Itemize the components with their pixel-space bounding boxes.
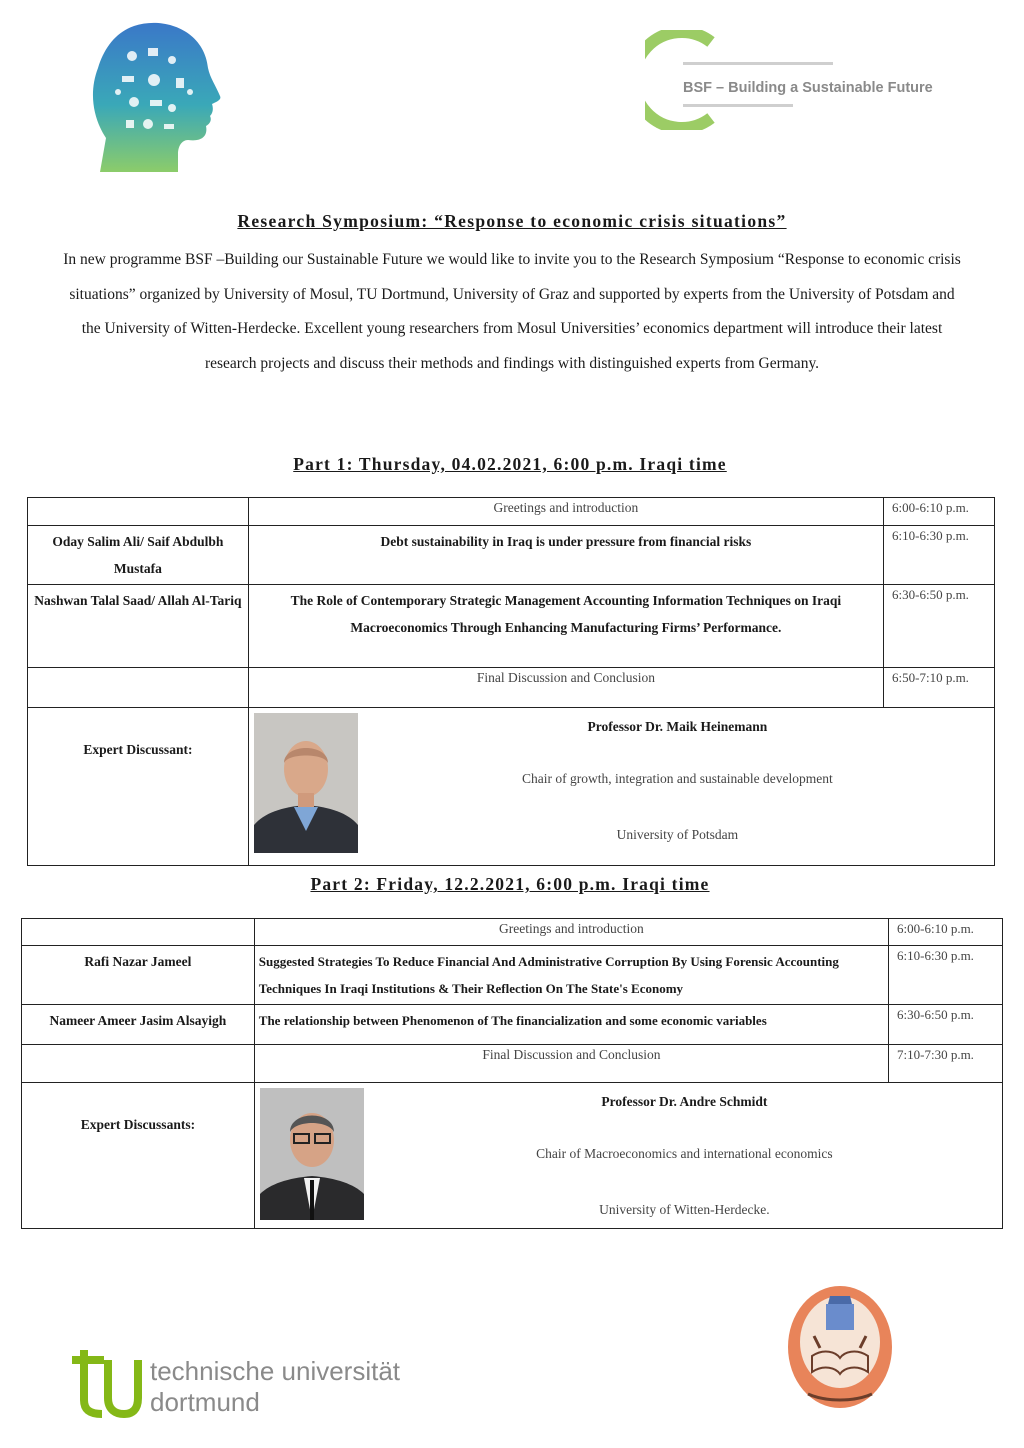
part2-schedule-table	[21, 918, 1003, 1229]
table-row	[22, 1083, 1003, 1229]
expert-photo	[260, 1088, 364, 1220]
bsf-logo-text: BSF – Building a Sustainable Future	[683, 80, 933, 96]
person-portrait-icon	[254, 713, 358, 853]
table-row	[28, 526, 995, 585]
intro-paragraph: In new programme BSF –Building our Sustainable Future we would like to invite you to the Research Symposium “Response to economic crisis situations” organized by University of Mosul, TU Dortmund, University of Graz and supported by experts from the University of Potsdam and the University of Witten-Herdecke. Excellent young researchers from Mosul Universities’ economics department will introduce their latest research projects and discuss their methods and findings with distinguished experts from Germany.	[63, 251, 961, 372]
table-row	[28, 498, 995, 526]
table-row	[22, 1005, 1003, 1045]
talk-time: 6:30-6:50 p.m.	[884, 585, 995, 668]
bsf-partners-line	[683, 62, 833, 65]
talk-time: 6:10-6:30 p.m.	[889, 946, 1003, 1005]
table-row	[22, 946, 1003, 1005]
final-discussion-time: 7:10-7:30 p.m.	[889, 1045, 1003, 1083]
final-discussion-time: 6:50-7:10 p.m.	[884, 668, 995, 708]
final-discussion-label: Final Discussion and Conclusion	[254, 1045, 888, 1083]
presenter-name: Nashwan Talal Saad/ Allah Al-Tariq	[28, 585, 249, 668]
expert-role: Chair of growth, integration and sustainable development	[521, 771, 833, 786]
tu-name-line1: technische universität	[150, 1356, 401, 1386]
mosul-seal-icon	[786, 1284, 894, 1410]
tu-monogram-icon	[68, 1348, 144, 1418]
expert-name: Professor Dr. Maik Heinemann	[587, 719, 768, 734]
talk-time: 6:30-6:50 p.m.	[889, 1005, 1003, 1045]
expert-photo	[254, 713, 358, 853]
part1-schedule-table	[27, 497, 995, 866]
presenter-name: Rafi Nazar Jameel	[22, 946, 255, 1005]
tu-name-line2: dortmund	[150, 1387, 260, 1417]
part2-heading: Part 2: Friday, 12.2.2021, 6:00 p.m. Iraqi time	[310, 874, 710, 894]
greeting-label: Greetings and introduction	[254, 919, 888, 946]
expert-label: Expert Discussants:	[22, 1083, 255, 1229]
expert-name: Professor Dr. Andre Schmidt	[601, 1094, 768, 1109]
empty-cell	[22, 1045, 255, 1083]
presenter-name: Nameer Ameer Jasim Alsayigh	[22, 1005, 255, 1045]
table-row	[28, 668, 995, 708]
expert-cell	[254, 1083, 1002, 1229]
expert-role: Chair of Macroeconomics and international economics	[536, 1146, 833, 1161]
head-silhouette-logo	[92, 20, 222, 172]
university-of-mosul-seal	[786, 1284, 894, 1410]
part1-heading: Part 1: Thursday, 04.02.2021, 6:00 p.m. Iraqi time	[293, 454, 727, 474]
expert-affiliation: University of Potsdam	[616, 827, 739, 842]
talk-topic: The Role of Contemporary Strategic Management Accounting Information Techniques on Iraqi Macroeconomics Through Enhancing Manufacturing Firms’ Performance.	[248, 585, 883, 668]
talk-topic: Debt sustainability in Iraq is under pressure from financial risks	[248, 526, 883, 585]
talk-time: 6:10-6:30 p.m.	[884, 526, 995, 585]
talk-topic: Suggested Strategies To Reduce Financial And Administrative Corruption By Using Forensic Accounting Techniques In Iraqi Institutions & Their Reflection On The State's Economy	[254, 946, 888, 1005]
page-title: Research Symposium: “Response to economic crisis situations”	[237, 211, 787, 231]
table-row	[28, 708, 995, 866]
tu-dortmund-logo	[68, 1346, 408, 1422]
final-discussion-label: Final Discussion and Conclusion	[248, 668, 883, 708]
table-row	[22, 919, 1003, 946]
table-row	[22, 1045, 1003, 1083]
bsf-partners-line	[683, 104, 793, 107]
talk-topic: The relationship between Phenomenon of The financialization and some economic variables	[254, 1005, 888, 1045]
expert-affiliation: University of Witten-Herdecke.	[599, 1202, 770, 1217]
expert-label: Expert Discussant:	[28, 708, 249, 866]
empty-cell	[22, 919, 255, 946]
expert-cell	[248, 708, 994, 866]
empty-cell	[28, 498, 249, 526]
person-portrait-icon	[260, 1088, 364, 1220]
greeting-time: 6:00-6:10 p.m.	[889, 919, 1003, 946]
empty-cell	[28, 668, 249, 708]
table-row	[28, 585, 995, 668]
greeting-time: 6:00-6:10 p.m.	[884, 498, 995, 526]
presenter-name: Oday Salim Ali/ Saif Abdulbh Mustafa	[28, 526, 249, 585]
head-silhouette-icon	[92, 20, 222, 172]
greeting-label: Greetings and introduction	[248, 498, 883, 526]
bsf-logo	[645, 30, 965, 130]
